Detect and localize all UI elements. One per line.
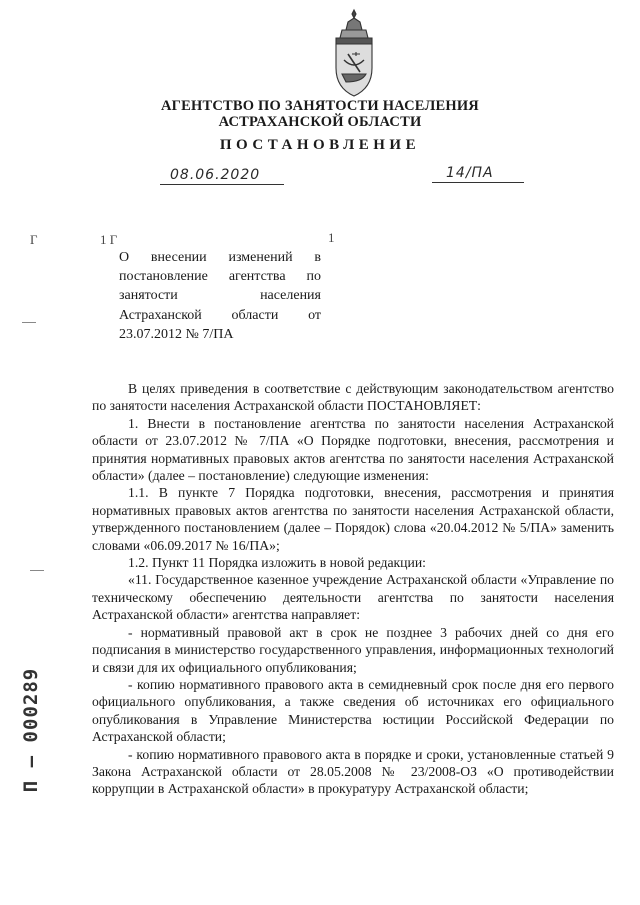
bracket-mark: Γ xyxy=(30,232,38,247)
scan-speck xyxy=(30,570,44,571)
body-paragraph: В целях приведения в соответствие с действующим законодательством агентство по занятости населения Астраханской области ПОСТАНОВЛЯЕТ: xyxy=(92,381,614,414)
number-underline xyxy=(432,182,524,183)
agency-name-line2: АСТРАХАНСКОЙ ОБЛАСТИ xyxy=(218,114,422,130)
document-body xyxy=(92,380,614,798)
body-paragraph: - копию нормативного правового акта в порядке и сроки, установленные статьей 9 Закона Астраханской области от 28.05.2008 № 23/2008-ОЗ «О противодействии коррупции в Астраханской области» в прокуратуру Астраханской области; xyxy=(92,746,614,797)
body-paragraph: - копию нормативного правового акта в семидневный срок после дня его первого официального опубликования, а также сведения об источниках его официального опубликования в Управление Министерства юстиции Российской Федерации по Астраханской области; xyxy=(92,676,614,745)
body-paragraph: - нормативный правовой акт в срок не позднее 3 рабочих дней со дня его подписания в министерство государственного управления, информационных технологий и связи для их официального опубликования; xyxy=(92,624,614,675)
body-paragraph: 1.1. В пункте 7 Порядка подготовки, внесения, рассмотрения и принятия нормативных правовых актов агентства по занятости населения Астраханской области, утвержденного постановлением (далее – Порядок) слова «20.04.2012 № 5/ПА» заменить словами «06.09.2017 № 16/ПА»; xyxy=(92,485,614,553)
date-underline xyxy=(160,184,284,185)
registration-stamp xyxy=(18,667,44,793)
document-number: 14/ПА xyxy=(446,165,494,181)
document-subject: О внесении изменений в постановление агентства по занятости населения Астраханской области от 23.07.2012 № 7/ПА xyxy=(119,250,321,342)
body-paragraph: «11. Государственное казенное учреждение Астраханской области «Управление по техническому обеспечению деятельности агентства по занятости населения Астраханской области» агентства направляет: xyxy=(92,572,614,623)
body-paragraph: 1. Внести в постановление агентства по занятости населения Астраханской области от 23.07.2012 № 7/ПА «О Порядке подготовки, внесения, рассмотрения и принятия нормативных правовых актов агентства по занятости населения Астраханской области» (далее – постановление) следующие изменения: xyxy=(92,415,614,484)
document-type: ПОСТАНОВЛЕНИЕ xyxy=(219,137,421,153)
scan-speck xyxy=(22,322,36,323)
document-date: 08.06.2020 xyxy=(170,167,261,183)
registration-number: П — 000289 xyxy=(20,667,42,793)
body-paragraph: 1.2. Пункт 11 Порядка изложить в новой редакции: xyxy=(128,555,426,571)
bracket-mark: 1 xyxy=(328,230,335,245)
bracket-mark: 1 Γ xyxy=(100,232,118,247)
agency-name-line1: АГЕНТСТВО ПО ЗАНЯТОСТИ НАСЕЛЕНИЯ xyxy=(161,98,479,114)
coat-of-arms-icon xyxy=(326,8,382,100)
